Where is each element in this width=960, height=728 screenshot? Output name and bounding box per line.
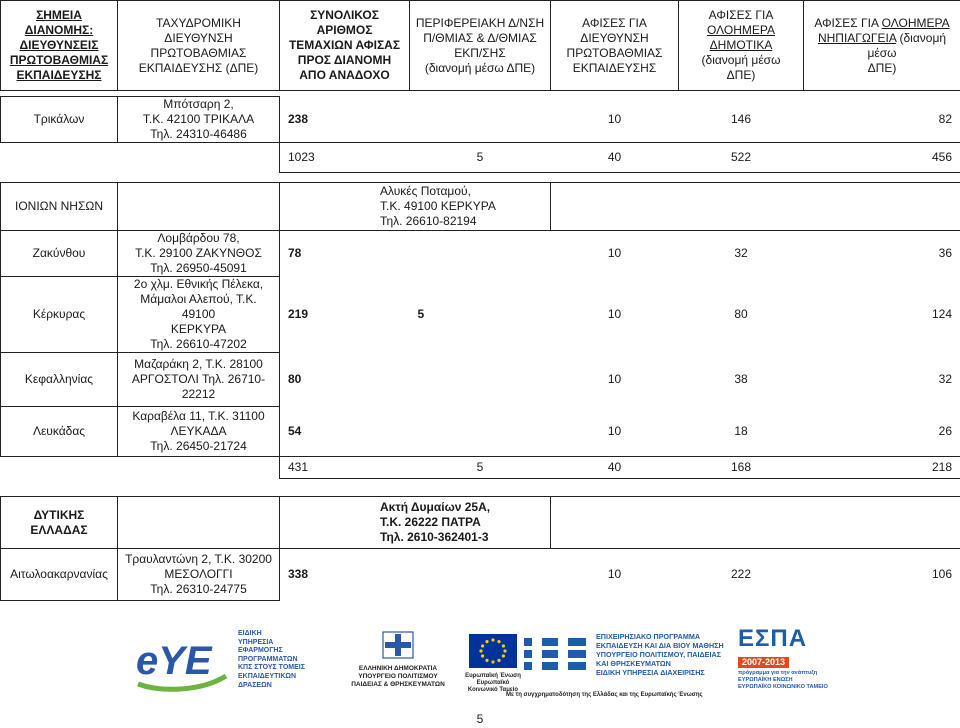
text-line: Τ.Κ. 29100 ΖΑΚΥΝΘΟΣ (135, 246, 262, 260)
kindergarten-allday-value: 26 (804, 407, 960, 457)
section-western-greece (0, 496, 960, 601)
text-line: ΕΦΑΡΜΟΓΗΣ (238, 647, 283, 655)
ministry-logo-text (338, 665, 458, 689)
kindergarten-allday-value: 36 (804, 231, 960, 277)
primary-allday-value: 32 (734, 246, 748, 261)
text-line: Ευρωπαϊκή Ένωση (465, 673, 521, 679)
text-line: ΛΕΥΚΑΔΑ (170, 424, 227, 438)
text-line: Ευρωπαϊκό Κοινωνικό Ταμείο (467, 680, 519, 693)
totals-primary-allday: 168 (679, 457, 804, 479)
directorate-address (118, 353, 280, 407)
text-line: ΕΚΠ/ΣΗΣ (454, 45, 506, 60)
espa-logo-eu: ΕΥΡΩΠΑΪΚΗ ΕΝΩΣΗ (738, 677, 793, 683)
regional-value: 5 (417, 307, 425, 321)
dpe-value: 10 (607, 567, 622, 582)
section-ionian (0, 182, 960, 479)
text-line: Τηλ. 26950-45091 (150, 261, 247, 275)
directorate-address (118, 231, 280, 277)
header-kindergarten-allday-posters (804, 1, 960, 91)
totals-row (1, 143, 960, 173)
text-line: ΑΦΙΣΕΣ ΓΙΑ (582, 15, 647, 30)
regional-value (410, 407, 551, 457)
programme-logo-text (596, 632, 732, 677)
header-regional-directorate (410, 1, 551, 91)
text-line: Τηλ. 26610-82194 (380, 214, 477, 228)
text-line: ΥΠΟΥΡΓΕΙΟ ΠΟΛΙΤΙΣΜΟΥ (358, 673, 438, 680)
header-dpe-posters (551, 1, 679, 91)
directorate-address (118, 407, 280, 457)
espa-logo-slogan: πρόγραμμα για την ανάπτυξη (738, 670, 818, 676)
text-line: ΣΗΜΕΙΑ (36, 8, 82, 22)
footer-logos (0, 620, 960, 700)
trikala-table (0, 96, 960, 173)
total-value: 238 (288, 111, 309, 126)
text-line: ΥΠΗΡΕΣΙΑ (238, 638, 274, 646)
region-address-empty (118, 497, 280, 549)
directorate-name: Ζακύνθου (1, 231, 118, 277)
espa-logo-mark: ΕΣΠΑ (738, 625, 808, 652)
totals-total: 431 (280, 457, 410, 479)
eu-flag-icon (469, 634, 517, 668)
text-line: ΑΡΓΟΣΤΟΛΙ Τηλ. 26710- (131, 372, 266, 386)
text-line: Τηλ. 24310-46486 (150, 127, 247, 141)
text-line: ΑΠΟ ΑΝΑΔΟΧΟ (299, 68, 390, 82)
header-primary-allday-posters (679, 1, 804, 91)
text-line: ΕΠΙΧΕΙΡΗΣΙΑΚΟ ΠΡΟΓΡΑΜΜΑ (596, 632, 701, 641)
western-greece-table (0, 496, 960, 601)
totals-total: 1023 (280, 143, 410, 173)
text-line: ΥΠΟΥΡΓΕΙΟ ΠΟΛΙΤΙΣΜΟΥ, ΠΑΙΔΕΙΑΣ ΚΑΙ ΘΡΗΣΚΕΥΜΑΤΩΝ (596, 650, 721, 668)
directorate-name: Κεφαλληνίας (1, 353, 118, 407)
text-line: ΔΙΑΝΟΜΗΣ: (24, 23, 94, 37)
text-line: ΔΡΑΣΕΩΝ (238, 681, 272, 689)
eye-logo-mark: eYE (136, 639, 212, 683)
directorate-name: Κέρκυρας (1, 277, 118, 353)
kindergarten-allday-value: 106 (804, 549, 960, 601)
text-line: 22212 (181, 387, 216, 401)
text-line: Π/ΘΜΙΑΣ & Δ/ΘΜΙΑΣ (423, 30, 537, 45)
text-line: Τ.Κ. 42100 ΤΡΙΚΑΛΑ (142, 112, 255, 126)
primary-allday-value: 38 (734, 372, 748, 386)
text-line: ΕΚΠΑΙΔΕΥΣΗΣ (572, 60, 657, 75)
dpe-value: 10 (607, 246, 622, 261)
espa-logo-fund: ΕΥΡΩΠΑΪΚΟ ΚΟΙΝΩΝΙΚΟ ΤΑΜΕΙΟ (738, 684, 828, 690)
total-value: 219 (288, 307, 309, 321)
primary-allday-value: 146 (730, 111, 752, 126)
kindergarten-allday-value: 124 (804, 277, 960, 353)
total-value: 78 (288, 246, 302, 261)
table-row (1, 97, 960, 143)
eye-logo-text (238, 630, 338, 690)
text-line: ΤΕΜΑΧΙΩΝ ΑΦΙΣΑΣ (288, 38, 401, 52)
text-line: ΔΗΜΟΤΙΚΑ (709, 38, 773, 52)
eu-logo (462, 634, 524, 696)
greek-emblem-icon (381, 630, 415, 660)
primary-allday-value: 80 (734, 307, 748, 321)
text-line: ΠΡΟΓΡΑΜΜΑΤΩΝ (238, 655, 298, 663)
text-line: (διανομή μέσω ΔΠΕ) (424, 60, 536, 75)
directorate-name: Λευκάδας (1, 407, 118, 457)
region-name: ΔΥΤΙΚΗΣ ΕΛΛΑΔΑΣ (1, 497, 118, 549)
region-address-empty (118, 183, 280, 231)
text-line: Ακτή Δυμαίων 25Α, (380, 500, 491, 514)
directorate-name: Τρικάλων (1, 97, 118, 143)
espa-logo-text (738, 670, 834, 691)
table-row (1, 549, 960, 601)
dpe-value: 10 (607, 307, 622, 321)
directorate-address (118, 277, 280, 353)
kindergarten-allday-value: 32 (804, 353, 960, 407)
primary-allday-value: 18 (734, 423, 748, 438)
regional-value (410, 231, 551, 277)
text-line: ΕΛΛΗΝΙΚΗ ΔΗΜΟΚΡΑΤΙΑ (358, 665, 438, 672)
espa-logo-years: 2007-2013 (738, 657, 789, 668)
ministry-logo (338, 630, 458, 696)
text-line: (διανομή μέσω (701, 53, 781, 67)
text-line: ΠΕΡΙΦΕΡΕΙΑΚΗ Δ/ΝΣΗ (415, 15, 545, 30)
text-line: Τραυλαντώνη 2, Τ.Κ. 30200 (125, 552, 272, 566)
espa-logo (738, 626, 834, 696)
region-name: ΙΟΝΙΩΝ ΝΗΣΩΝ (1, 183, 118, 231)
text-line: ΟΛΟΗΜΕΡΑ (707, 23, 775, 37)
text-line: ΑΡΙΘΜΟΣ (316, 23, 373, 37)
text-line: ΑΦΙΣΕΣ ΓΙΑ ΟΛΟΗΜΕΡΑ (814, 15, 950, 30)
totals-row (1, 457, 960, 479)
text-line: ΔΙΕΥΘΥΝΣΕΙΣ (19, 38, 99, 52)
text-line: Μαζαράκη 2, Τ.Κ. 28100 (134, 357, 263, 371)
ionian-table (0, 182, 960, 479)
text-line: ΕΚΠΑΙΔΕΥΤΙΚΩΝ (238, 672, 297, 680)
header-total-posters (280, 1, 410, 91)
eye-logo (130, 626, 340, 696)
text-line: ΠΡΟΣ ΔΙΑΝΟΜΗ (297, 53, 392, 67)
totals-regional: 5 (410, 457, 551, 479)
text-line: ΠΡΩΤΟΒΑΘΜΙΑΣ (150, 45, 247, 60)
regional-value (410, 353, 551, 407)
dpe-value: 10 (607, 423, 622, 438)
text-line: ΔΠΕ) (867, 60, 897, 75)
text-line: ΕΚΠΑΙΔΕΥΣΗΣ (16, 68, 102, 82)
text-line: Καραβέλα 11, Τ.Κ. 31100 (132, 409, 265, 423)
total-value: 80 (288, 372, 302, 386)
text-line: ΕΚΠΑΙΔΕΥΣΗΣ (ΔΠΕ) (138, 60, 259, 75)
text-line: ΤΑΧΥΔΡΟΜΙΚΗ ΔΙΕΥΘΥΝΣΗ (156, 15, 241, 45)
programme-emblem-icon (522, 632, 590, 676)
header-distribution-points (1, 1, 118, 91)
text-line: ΕΙΔΙΚΗ ΥΠΗΡΕΣΙΑ ΔΙΑΧΕΙΡΙΣΗΣ (596, 668, 705, 677)
regional-value (410, 549, 551, 601)
text-line: Τηλ. 2610-362401-3 (380, 530, 489, 544)
text-line: Τ.Κ. 49100 ΚΕΡΚΥΡΑ (380, 199, 496, 213)
total-value: 54 (288, 423, 302, 438)
kindergarten-allday-value: 82 (804, 97, 960, 143)
text-line: ΠΡΩΤΟΒΑΘΜΙΑΣ (9, 53, 109, 67)
regional-directorate-address (280, 183, 551, 231)
text-line: 2ο χλμ. Εθνικής Πέλεκα, (133, 277, 264, 291)
totals-dpe: 40 (551, 143, 679, 173)
totals-regional: 5 (410, 143, 551, 173)
total-value: 338 (288, 567, 309, 582)
text-line: ΚΕΡΚΥΡΑ (170, 322, 227, 336)
header-postal-address (118, 1, 280, 91)
directorate-address (118, 97, 280, 143)
text-line: Τηλ. 26450-21724 (150, 439, 247, 453)
text-line: Τ.Κ. 26222 ΠΑΤΡΑ (380, 515, 481, 529)
dpe-value: 10 (607, 111, 622, 126)
page-number: 5 (476, 712, 484, 726)
programme-logo (506, 626, 732, 698)
regional-value (410, 97, 551, 143)
table-row (1, 277, 960, 353)
totals-dpe: 40 (551, 457, 679, 479)
region-row (1, 497, 960, 549)
text-line: ΔΙΕΥΘΥΝΣΗ (580, 30, 649, 45)
text-line: ΜΕΣΟΛΟΓΓΙ (164, 567, 233, 581)
text-line: Μάμαλοι Αλεπού, Τ.Κ. 49100 (140, 292, 257, 321)
text-line: ΕΚΠΑΙΔΕΥΣΗ ΚΑΙ ΔΙΑ ΒΙΟΥ ΜΑΘΗΣΗ (596, 641, 724, 650)
text-line: ΑΦΙΣΕΣ ΓΙΑ (708, 8, 774, 22)
text-line: ΣΥΝΟΛΙΚΟΣ (310, 8, 379, 22)
totals-kindergarten-allday: 456 (804, 143, 960, 173)
totals-kindergarten-allday: 218 (804, 457, 960, 479)
table-row (1, 353, 960, 407)
table-row (1, 231, 960, 277)
cofunding-note: Με τη συγχρηματοδότηση της Ελλάδας και της Ευρωπαϊκής Ένωσης (506, 692, 703, 698)
directorate-name: Αιτωλοακαρνανίας (1, 549, 118, 601)
region-row (1, 183, 960, 231)
text-line: ΚΠΣ ΣΤΟΥΣ ΤΟΜΕΙΣ (238, 664, 305, 672)
text-line: Λομβάρδου 78, (157, 231, 240, 245)
primary-allday-value: 222 (730, 567, 752, 582)
dpe-value: 10 (607, 372, 622, 386)
header-table-block (0, 0, 960, 91)
totals-primary-allday: 522 (679, 143, 804, 173)
regional-directorate-address (280, 497, 551, 549)
text-line: ΠΑΙΔΕΙΑΣ & ΘΡΗΣΚΕΥΜΑΤΩΝ (351, 681, 445, 688)
text-line: ΠΡΩΤΟΒΑΘΜΙΑΣ (566, 45, 663, 60)
header-table (0, 0, 960, 91)
text-line: ΕΙΔΙΚΗ (238, 630, 262, 637)
text-line: ΝΗΠΙΑΓΩΓΕΙΑ (διανομή μέσω (817, 30, 947, 60)
section-trikala (0, 96, 960, 173)
text-line: ΔΠΕ) (726, 68, 756, 82)
text-line: Τηλ. 26610-47202 (150, 337, 247, 351)
eu-logo-text (462, 673, 524, 694)
directorate-address (118, 549, 280, 601)
text-line: Μπότσαρη 2, (163, 97, 234, 111)
table-row (1, 407, 960, 457)
text-line: Αλυκές Ποταμού, (380, 184, 471, 198)
text-line: Τηλ. 26310-24775 (150, 582, 247, 596)
